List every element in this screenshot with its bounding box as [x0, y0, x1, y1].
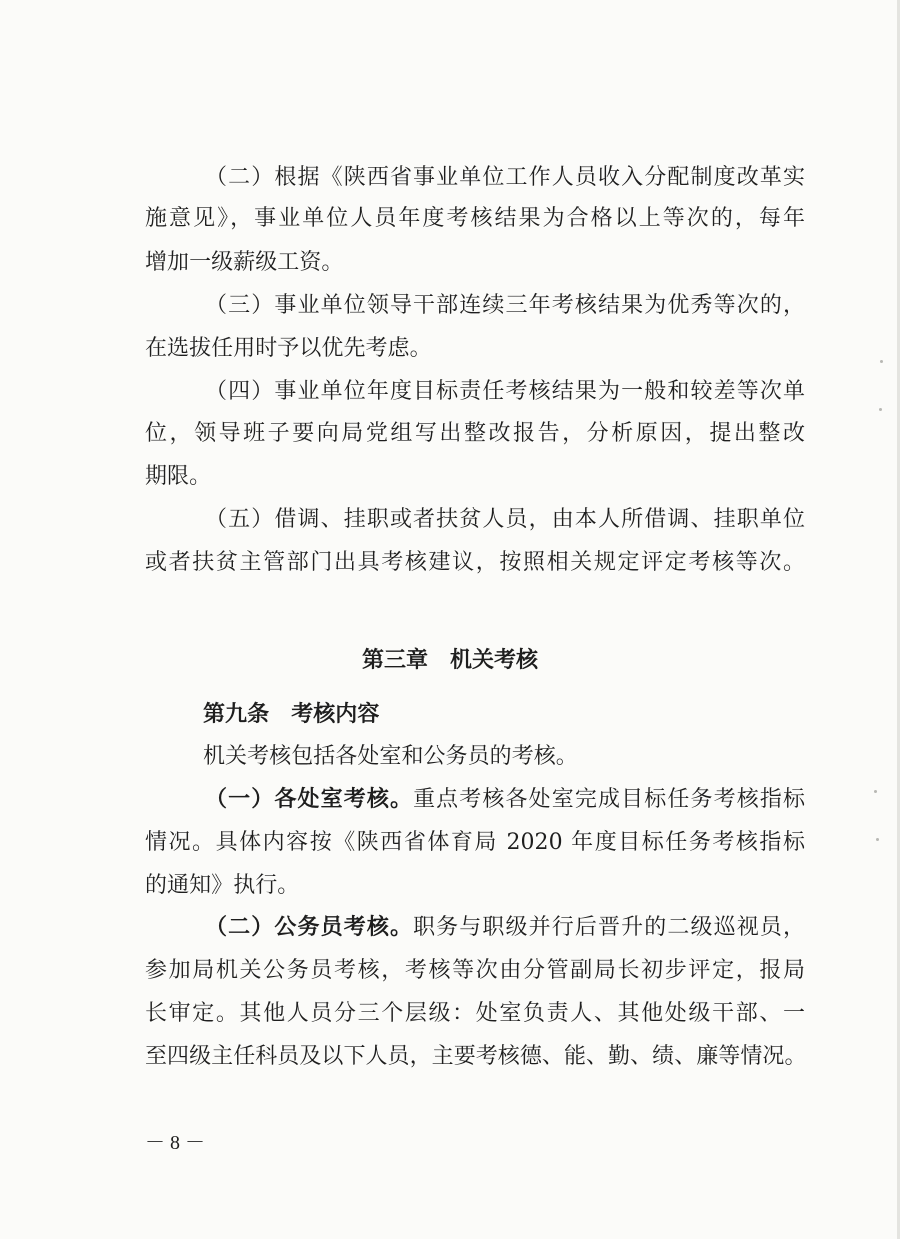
scan-speck: [874, 790, 877, 793]
scan-speck: [876, 838, 879, 841]
paragraph-5-line-2: 或者扶贫主管部门出具考核建议，按照相关规定评定考核等次。: [145, 550, 805, 575]
scan-speck: [880, 360, 883, 363]
item-1-line-3: 的通知》执行。: [145, 873, 300, 898]
paragraph-4-line-3: 期限。: [145, 464, 212, 489]
item-2-line-1-rest: 职务与职级并行后晋升的二级巡视员，: [413, 915, 805, 940]
item-2-line-2: 参加局机关公务员考核，考核等次由分管副局长初步评定，报局: [145, 958, 805, 983]
paragraph-4-line-1: （四）事业单位年度目标责任考核结果为一般和较差等次单: [205, 379, 805, 404]
item-1-line-1: [205, 785, 805, 815]
page-number: － 8 －: [145, 1132, 205, 1154]
item-2-line-3: 长审定。其他人员分三个层级：处室负责人、其他处级干部、一: [145, 1001, 805, 1026]
paragraph-2-line-2: 施意见》，事业单位人员年度考核结果为合格以上等次的，每年: [145, 206, 805, 231]
item-2-line-1: [205, 913, 805, 943]
item-1-line-1-rest: 重点考核各处室完成目标任务考核指标: [413, 787, 805, 812]
item-2-label: （二）公务员考核。: [205, 915, 414, 940]
scan-speck: [879, 408, 882, 411]
item-1-line-2: 情况。具体内容按《陕西省体育局 2020 年度目标任务考核指标: [145, 830, 805, 855]
paragraph-3-line-1: （三）事业单位领导干部连续三年考核结果为优秀等次的，: [205, 293, 805, 318]
item-1-label: （一）各处室考核。: [205, 787, 414, 812]
paragraph-3-line-2: 在选拔任用时予以优先考虑。: [145, 336, 432, 361]
paragraph-2-line-3: 增加一级薪级工资。: [145, 250, 344, 275]
item-2-line-4: 至四级主任科员及以下人员，主要考核德、能、勤、绩、廉等情况。: [145, 1044, 807, 1069]
paragraph-5-line-1: （五）借调、挂职或者扶贫人员，由本人所借调、挂职单位: [205, 507, 805, 532]
article-intro: 机关考核包括各处室和公务员的考核。: [203, 744, 578, 769]
chapter-title: 第三章 机关考核: [361, 648, 538, 673]
article-heading: 第九条 考核内容: [203, 702, 380, 727]
paragraph-4-line-2: 位，领导班子要向局党组写出整改报告，分析原因，提出整改: [145, 421, 805, 446]
paragraph-2-line-1: （二）根据《陕西省事业单位工作人员收入分配制度改革实: [205, 165, 805, 190]
